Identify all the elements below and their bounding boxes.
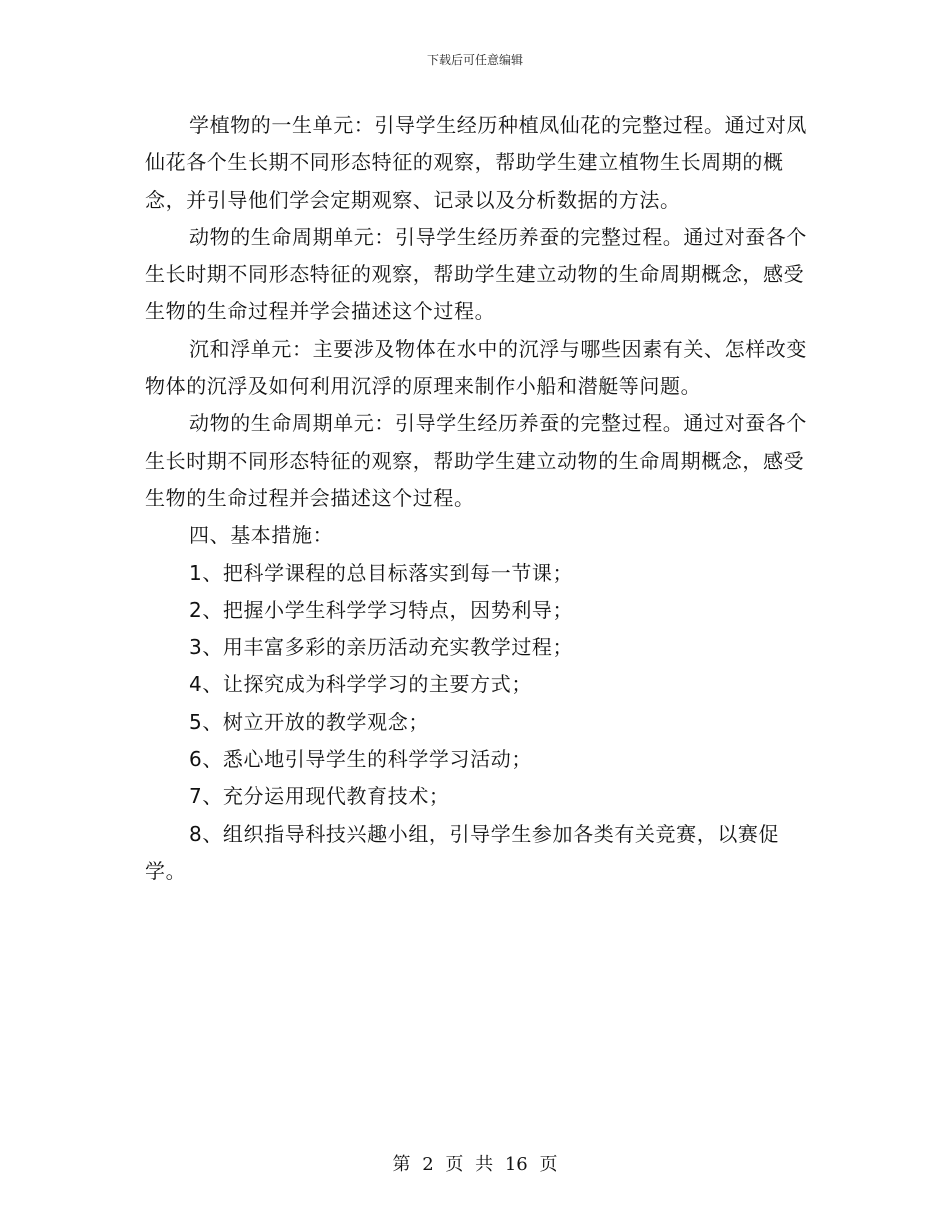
measure-item-8: 8、组织指导科技兴趣小组，引导学生参加各类有关竞赛，以赛促学。 — [145, 821, 780, 883]
measure-item-5: 5、树立开放的教学观念； — [189, 709, 429, 734]
measure-item-2: 2、把握小学生科学学习特点，因势利导； — [189, 597, 574, 622]
document-body — [145, 107, 810, 890]
page-header: 下载后可任意编辑 — [426, 53, 523, 67]
measure-item-7: 7、充分运用现代教育技术； — [189, 784, 450, 809]
measure-item-6: 6、悉心地引导学生的科学学习活动； — [189, 747, 532, 772]
paragraph-plant-unit: 学植物的一生单元：引导学生经历种植凤仙花的完整过程。通过对凤仙花各个生长期不同形态特征的观察，帮助学生建立植物生长周期的概念，并引导他们学会定期观察、记录以及分析数据的方法。 — [145, 113, 807, 212]
paragraph-animal-lifecycle-unit-repeat: 动物的生命周期单元：引导学生经历养蚕的完整过程。通过对蚕各个生长时期不同形态特征的观察，帮助学生建立动物的生命周期概念，感受生物的生命过程并会描述这个过程。 — [145, 411, 807, 510]
measure-item-3: 3、用丰富多彩的亲历活动充实教学过程； — [189, 635, 574, 660]
measure-item-1: 1、把科学课程的总目标落实到每一节课； — [189, 560, 574, 585]
paragraph-animal-lifecycle-unit: 动物的生命周期单元：引导学生经历养蚕的完整过程。通过对蚕各个生长时期不同形态特征的观察，帮助学生建立动物的生命周期概念，感受生物的生命过程并学会描述这个过程。 — [145, 224, 807, 324]
measure-item-4: 4、让探究成为科学学习的主要方式； — [189, 672, 532, 697]
section-heading-basic-measures: 四、基本措施： — [189, 523, 334, 548]
page-number-footer: 第 2 页 共 16 页 — [392, 1154, 558, 1175]
paragraph-sink-float-unit: 沉和浮单元：主要涉及物体在水中的沉浮与哪些因素有关、怎样改变物体的沉浮及如何利用沉浮的原理来制作小船和潜艇等问题。 — [145, 336, 807, 399]
